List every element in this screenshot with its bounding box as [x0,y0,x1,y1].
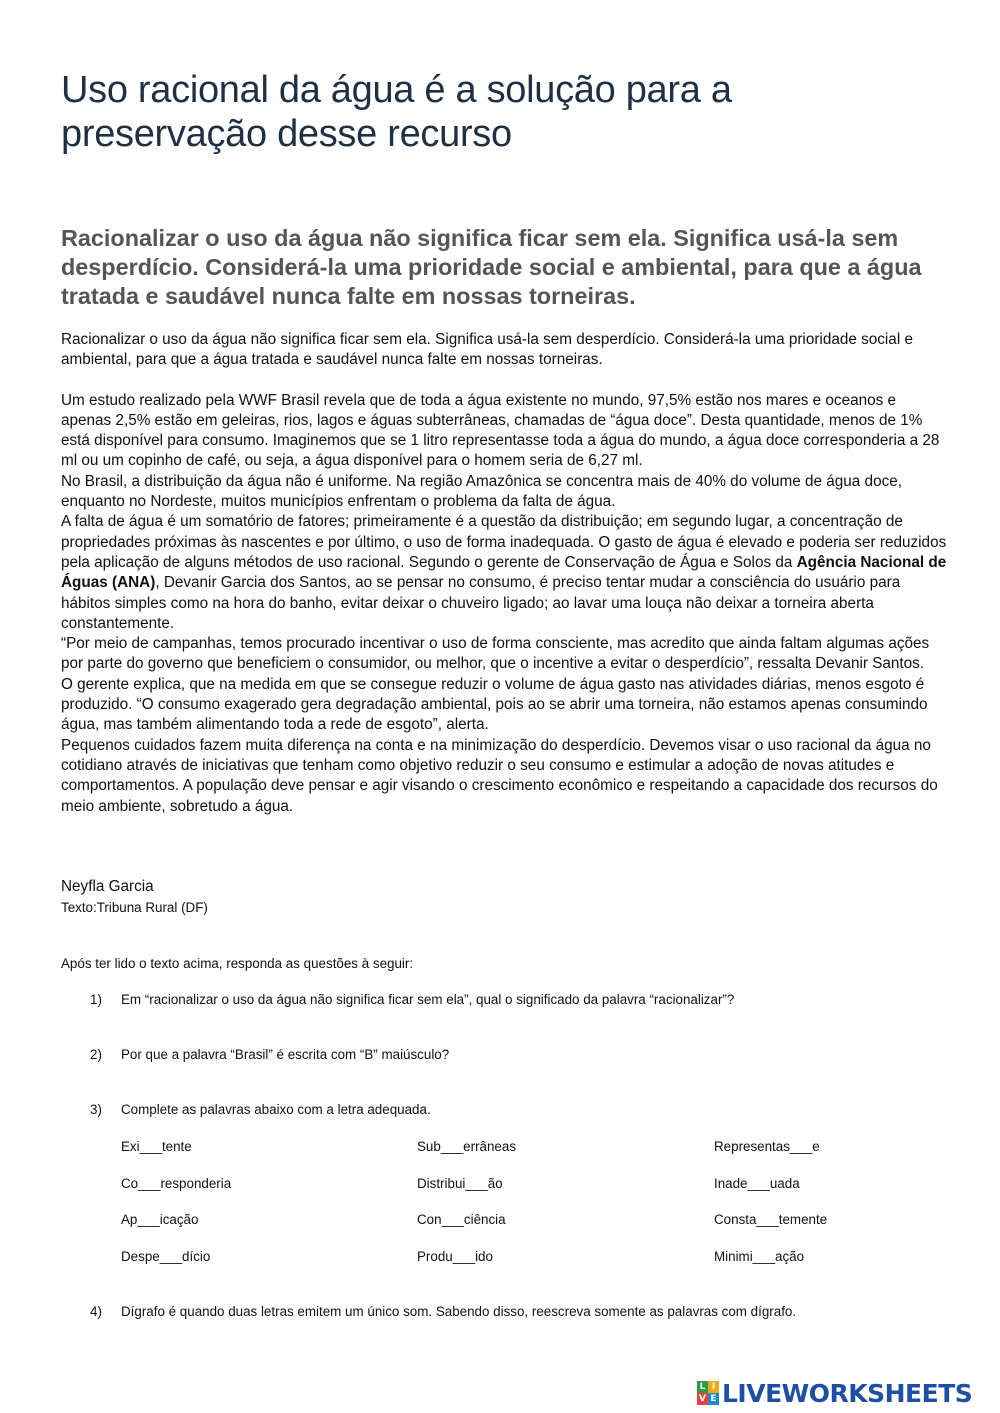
paragraph-6: O gerente explica, que na medida em que se consegue reduzir o volume de água gasto nas atividades diárias, menos esgoto é produzido. “O consumo exagerado gera degradação ambiental, pois ao se abrir uma torneira, não estamos apenas consumindo água, mas também alimentando toda a rede de esgoto”, alerta. [61,675,928,734]
paragraph-4-after: , Devanir Garcia dos Santos, ao se pensar no consumo, é preciso tentar mudar a consciência do usuário para hábitos simples como na hora do banho, evitar deixar o chuveiro ligado; ao lavar uma louça não deixar a torneira aberta constantemente. [61,574,901,632]
question-text: Por que a palavra “Brasil” é escrita com “B” maiúsculo? [121,1047,450,1062]
question-text: Complete as palavras abaixo com a letra adequada. [121,1102,431,1117]
logo-mark-letter: L [697,1381,708,1393]
liveworksheets-mark-icon [697,1381,719,1405]
question-2 [90,1046,950,1064]
question-4 [90,1303,950,1321]
logo-text: LIVEWORKSHEETS [722,1378,973,1408]
liveworksheets-logo [697,1378,972,1408]
fill-word[interactable]: Minimi___ação [714,1249,805,1264]
paragraph-1: Racionalizar o uso da água não significa ficar sem ela. Significa usá-la sem desperdício. Considerá-la uma prioridade social e ambiental, para que a água tratada e saudável nunca falte em nossas torneiras. [61,331,913,369]
question-text: Em “racionalizar o uso da água não significa ficar sem ela”, qual o significado da palavra “racionalizar”? [121,992,735,1007]
questions-intro: Após ter lido o texto acima, responda as questões à seguir: [61,956,414,971]
text-source: Texto:Tribuna Rural (DF) [61,900,208,915]
logo-mark-letter: E [708,1393,719,1405]
fill-word[interactable]: Ap___icação [121,1212,199,1227]
fill-word[interactable]: Con___ciência [417,1212,506,1227]
question-1 [90,991,950,1009]
question-text: Dígrafo é quando duas letras emitem um único som. Sabendo disso, reescreva somente as palavras com dígrafo. [121,1304,797,1319]
fill-word[interactable]: Distribui___ão [417,1176,503,1191]
question-number: 2) [90,1047,102,1062]
question-number: 3) [90,1102,102,1117]
fill-word[interactable]: Co___responderia [121,1176,232,1191]
question-number: 1) [90,992,102,1007]
question-3 [90,1101,950,1119]
fill-word[interactable]: Exi___tente [121,1139,192,1154]
paragraph-4-before: A falta de água é um somatório de fatores; primeiramente é a questão da distribuição; em segundo lugar, a concentração de propriedades próximas às nascentes e por último, o uso de forma inadequada. O gasto de água é elevado e poderia ser reduzidos pela aplicação de alguns métodos de uso racional. Segundo o gerente de Conservação de Água e Solos da [61,513,947,571]
article-body [61,330,947,817]
fill-word[interactable]: Sub___errâneas [417,1139,517,1154]
paragraph-3: No Brasil, a distribuição da água não é uniforme. Na região Amazônica se concentra mais de 40% do volume de água doce, enquanto no Nordeste, muitos municípios enfrentam o problema da falta de água. [61,472,902,511]
fill-word[interactable]: Despe___dício [121,1249,211,1264]
paragraph-7: Pequenos cuidados fazem muita diferença na conta e na minimização do desperdício. Devemos visar o uso racional da água no cotidiano através de iniciativas que tenham como objetivo reduzir o seu consumo e estimular a adoção de novas atitudes e comportamentos. A população deve pensar e agir visando o crescimento econômico e respeitando a capacidade dos recursos do meio ambiente, sobretudo a água. [61,736,938,815]
logo-mark-letter: I [708,1381,719,1393]
fill-word[interactable]: Consta___temente [714,1212,828,1227]
page-title: Uso racional da água é a solução para a preservação desse recurso [61,69,732,156]
fill-word[interactable]: Produ___ido [417,1249,493,1264]
fill-word[interactable]: Inade___uada [714,1176,800,1191]
author-name: Neyfla Garcia [61,878,154,895]
question-number: 4) [90,1304,102,1319]
fill-word[interactable]: Representas___e [714,1139,820,1154]
logo-mark-letter: V [697,1393,708,1405]
paragraph-5: “Por meio de campanhas, temos procurado incentivar o uso de forma consciente, mas acredito que ainda faltam algumas ações por parte do governo que beneficiem o consumidor, ou melhor, que o incentive a evitar o desperdício”, ressalta Devanir Santos. [61,635,930,673]
paragraph-4 [61,512,947,634]
agency-name: Agência Nacional de Águas (ANA) [61,553,947,592]
lead-paragraph: Racionalizar o uso da água não significa ficar sem ela. Significa usá-la sem desperdício. Considerá-la uma prioridade social e ambiental, para que a água tratada e saudável nunca falte em nossas torneiras. [61,225,922,309]
paragraph-2: Um estudo realizado pela WWF Brasil revela que de toda a água existente no mundo, 97,5% estão nos mares e oceanos e apenas 2,5% estão em geleiras, rios, lagos e águas subterrâneas, chamadas de “água doce”. Desta quantidade, menos de 1% está disponível para consumo. Imaginemos que se 1 litro representasse toda a água do mundo, a água doce corresponderia a 28 ml ou um copinho de café, ou seja, a água disponível para o homem seria de 6,27 ml. [61,391,940,470]
